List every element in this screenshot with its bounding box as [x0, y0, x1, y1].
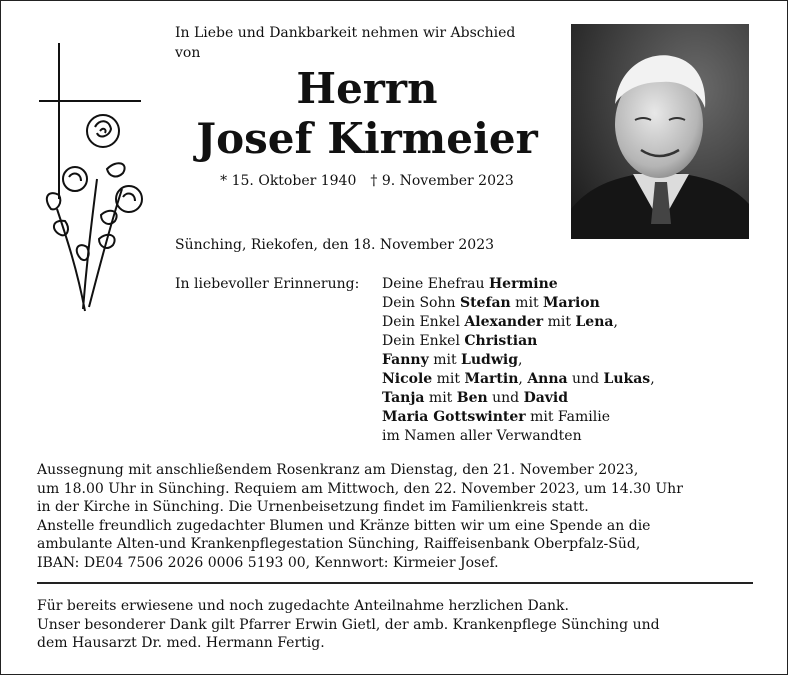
mourner-line: [382, 332, 742, 351]
mourner-name: Stefan: [459, 295, 511, 311]
salutation: Herrn: [296, 64, 438, 113]
mourner-text: ,: [613, 314, 618, 330]
funeral-notice: [37, 461, 767, 572]
mourner-text: ,: [518, 371, 528, 387]
mourner-line: [382, 427, 742, 446]
mourner-line: [382, 408, 742, 427]
death-date: † 9. November 2023: [370, 173, 514, 189]
intro-line: von: [175, 45, 201, 61]
mourner-line: [382, 351, 742, 370]
mourner-text: ,: [650, 371, 655, 387]
notice-line: Aussegnung mit anschließendem Rosenkranz am Dienstag, den 21. November 2023,: [37, 462, 639, 478]
mourner-text: Dein Enkel: [382, 333, 465, 349]
mourner-text: Deine Ehefrau: [382, 276, 489, 292]
mourner-text: mit Familie: [525, 409, 611, 425]
mourner-text: und: [487, 390, 524, 406]
life-dates: [177, 171, 557, 191]
deceased-name: Josef Kirmeier: [196, 114, 538, 163]
place-and-date: Sünching, Riekofen, den 18. November 2023: [175, 237, 495, 253]
cross-with-roses-icon: [37, 39, 157, 339]
mourner-text: mit: [432, 371, 465, 387]
mourner-line: [382, 389, 742, 408]
mourner-name: Marion: [543, 295, 600, 311]
divider: [37, 582, 753, 584]
mourner-name: David: [523, 390, 569, 406]
mourner-line: [382, 294, 742, 313]
mourner-line: [382, 275, 742, 294]
mourner-text: im Namen aller Verwandten: [382, 428, 582, 444]
mourner-text: mit: [424, 390, 457, 406]
mourner-text: mit: [428, 352, 462, 368]
portrait-image: [571, 24, 749, 239]
mourner-text: Dein Enkel: [382, 314, 465, 330]
mourner-text: mit: [510, 295, 544, 311]
thanks-line: Unser besonderer Dank gilt Pfarrer Erwin Gietl, der amb. Krankenpflege Sünching und: [37, 616, 660, 633]
mourner-name: Nicole: [382, 371, 433, 387]
memory-label: In liebevoller Erinnerung:: [175, 276, 360, 292]
mourner-name: Lena: [575, 314, 614, 330]
mourner-text: mit: [543, 314, 576, 330]
birth-date: * 15. Oktober 1940: [220, 173, 357, 189]
mourner-name: Ben: [456, 390, 488, 406]
thanks-notice: [37, 597, 767, 653]
mourner-name: Lukas: [603, 371, 651, 387]
thanks-line: Für bereits erwiesene und noch zugedachte Anteilnahme herzlichen Dank.: [37, 598, 569, 614]
mourner-name: Ludwig: [461, 352, 519, 368]
notice-line: in der Kirche in Sünching. Die Urnenbeisetzung findet im Familienkreis statt.: [37, 499, 589, 515]
mourner-name: Hermine: [488, 276, 558, 292]
mourner-text: und: [567, 371, 604, 387]
notice-line: Anstelle freundlich zugedachter Blumen und Kränze bitten wir um eine Spende an die: [37, 517, 651, 534]
mourner-name: Christian: [464, 333, 538, 349]
mourners-list: [382, 275, 742, 446]
notice-line: IBAN: DE04 7506 2026 0006 5193 00, Kennwort: Kirmeier Josef.: [37, 554, 499, 571]
mourner-text: Dein Sohn: [382, 295, 460, 311]
mourner-name: Maria Gottswinter: [382, 409, 526, 425]
mourner-line: [382, 313, 742, 332]
mourner-text: ,: [518, 352, 523, 368]
mourner-line: [382, 370, 742, 389]
mourner-name: Tanja: [382, 390, 425, 406]
mourner-name: Fanny: [382, 352, 429, 368]
intro-line: In Liebe und Dankbarkeit nehmen wir Abschied: [175, 25, 516, 41]
notice-line: ambulante Alten-und Krankenpflegestation Sünching, Raiffeisenbank Oberpfalz-Süd,: [37, 536, 641, 552]
portrait-photo: [571, 24, 749, 239]
mourner-name: Martin: [464, 371, 519, 387]
thanks-line: dem Hausarzt Dr. med. Hermann Fertig.: [37, 635, 325, 651]
notice-line: um 18.00 Uhr in Sünching. Requiem am Mittwoch, den 22. November 2023, um 14.30 Uhr: [37, 480, 683, 497]
intro-text: [175, 23, 575, 63]
mourner-name: Alexander: [464, 314, 544, 330]
mourner-name: Anna: [527, 371, 568, 387]
